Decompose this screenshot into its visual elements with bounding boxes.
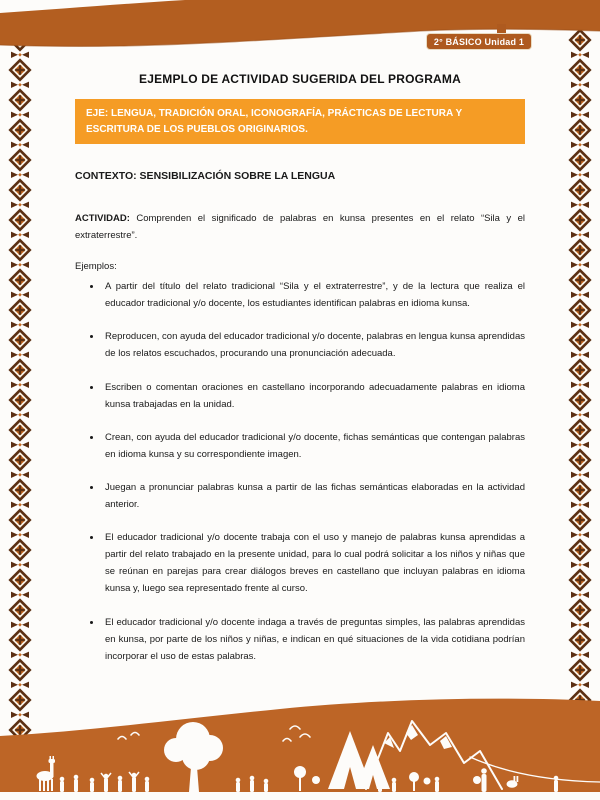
andean-border-pattern-left xyxy=(8,28,32,800)
actividad-paragraph xyxy=(75,210,525,244)
actividad-label: ACTIVIDAD: xyxy=(75,213,130,224)
footer-base-strip xyxy=(0,792,600,800)
page-title: EJEMPLO DE ACTIVIDAD SUGERIDA DEL PROGRAMA xyxy=(139,72,461,86)
eje-banner xyxy=(75,99,525,144)
andean-border-pattern-right xyxy=(568,28,592,800)
contexto-heading: CONTEXTO: SENSIBILIZACIÓN SOBRE LA LENGUA xyxy=(75,170,336,182)
main-content xyxy=(75,72,525,681)
ejemplo-item: • Crean, con ayuda del educador tradicional y/o docente, fichas semánticas que contengan palabras en idioma kunsa y su correspondiente imagen. xyxy=(102,429,525,463)
ejemplo-item: • Juegan a pronunciar palabras kunsa a partir de las fichas semánticas elaboradas en la actividad anterior. xyxy=(102,479,525,513)
ejemplo-item: • A partir del título del relato tradicional “Sila y el extraterrestre”, y de la lectura que realiza el educador tradicional y/o docente, los estudiantes identifican palabras en idioma kunsa. xyxy=(102,278,525,312)
ejemplo-item: • El educador tradicional y/o docente indaga a través de preguntas simples, las palabras aprendidas en kunsa, por parte de los niños y niñas, e indican en qué situaciones de la vida cotidiana podrían incorporar el uso de estas palabras. xyxy=(102,614,525,665)
unit-badge-label: 2° BÁSICO Unidad 1 xyxy=(433,36,525,47)
ejemplo-item: • El educador tradicional y/o docente trabaja con el uso y manejo de palabras kunsa aprendidas a partir del relato trabajado en la presente unidad, para lo cual podrá solicitar a los niños y niñas que se reúnan en parejas para crear diálogos breves en castellano que incluyan palabras en idioma kunsa y, luego sea representado frente al curso. xyxy=(102,529,525,597)
ejemplos-label: Ejemplos: xyxy=(75,261,117,273)
eje-banner-text: EJE: LENGUA, TRADICIÓN ORAL, ICONOGRAFÍA, PRÁCTICAS DE LECTURA Y ESCRITURA DE LOS PUEBLOS ORIGINARIOS. xyxy=(86,108,462,135)
ejemplos-list xyxy=(75,278,525,665)
ejemplo-item: • Reproducen, con ayuda del educador tradicional y/o docente, palabras en lengua kunsa aprendidas de los relatos escuchados, procurando una pronunciación adecuada. xyxy=(102,328,525,362)
ejemplo-item: • Escriben o comentan oraciones en castellano incorporando adecuadamente palabras en idioma kunsa trabajadas en la unidad. xyxy=(102,379,525,413)
actividad-text: Comprenden el significado de palabras en kunsa presentes en el relato “Sila y el extraterrestre”. xyxy=(75,213,526,242)
footer-landscape-illustration xyxy=(0,695,600,800)
unit-badge xyxy=(426,33,532,50)
